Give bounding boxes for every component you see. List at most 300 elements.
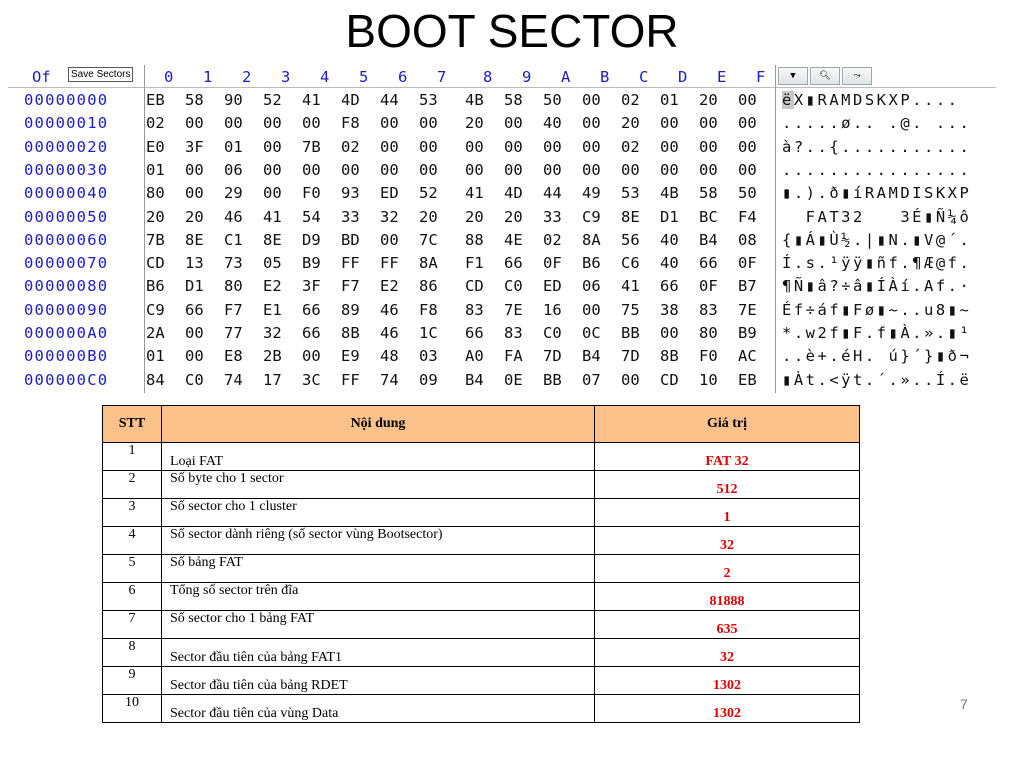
hex-row[interactable]: [8, 347, 996, 370]
hex-row[interactable]: [8, 301, 996, 324]
row-offset: 00000060: [24, 230, 109, 249]
hex-byte[interactable]: 06: [582, 277, 601, 296]
hex-byte[interactable]: 58: [504, 91, 523, 109]
hex-byte[interactable]: 00: [699, 160, 718, 179]
hex-byte[interactable]: 8E: [263, 230, 282, 249]
row-stt: 1: [103, 443, 162, 471]
hex-byte[interactable]: 32: [380, 207, 399, 226]
hex-byte[interactable]: 46: [380, 300, 399, 319]
hex-byte[interactable]: 4B: [660, 184, 679, 203]
hex-byte[interactable]: 00: [185, 347, 204, 366]
row-offset: 000000A0: [24, 324, 109, 342]
hex-byte[interactable]: BB: [543, 370, 562, 389]
hex-byte[interactable]: C0: [185, 370, 204, 389]
hex-byte[interactable]: 2B: [263, 347, 282, 366]
row-content: Số byte cho 1 sector: [162, 471, 595, 499]
hex-byte[interactable]: 7D: [543, 347, 562, 366]
hex-byte[interactable]: 4D: [504, 184, 523, 203]
hex-row[interactable]: [8, 324, 996, 347]
hex-byte[interactable]: 80: [699, 324, 718, 342]
column-header-F: F: [756, 68, 766, 86]
goto-icon[interactable]: ⤳: [842, 67, 872, 85]
hex-byte[interactable]: 08: [738, 230, 757, 249]
row-value: 512: [595, 471, 860, 499]
row-offset: 00000070: [24, 254, 109, 273]
hex-byte[interactable]: 7E: [738, 300, 757, 319]
hex-byte[interactable]: 77: [224, 324, 243, 342]
hex-byte[interactable]: 00: [543, 160, 562, 179]
hex-byte[interactable]: 56: [621, 230, 640, 249]
hex-editor-panel: [8, 65, 996, 393]
hex-byte[interactable]: FF: [341, 370, 360, 389]
hex-byte[interactable]: 01: [660, 91, 679, 109]
hex-byte[interactable]: 0C: [582, 324, 601, 342]
hex-byte[interactable]: 7B: [146, 230, 165, 249]
hex-byte[interactable]: E2: [380, 277, 399, 296]
hex-byte[interactable]: 66: [302, 300, 321, 319]
header-value: Giá trị: [595, 406, 860, 443]
hex-byte[interactable]: AC: [738, 347, 757, 366]
hex-byte[interactable]: F8: [419, 300, 438, 319]
hex-byte[interactable]: EB: [738, 370, 757, 389]
hex-byte[interactable]: 0E: [504, 370, 523, 389]
row-offset: 00000090: [24, 300, 109, 319]
hex-byte[interactable]: 02: [146, 114, 165, 133]
hex-byte[interactable]: 00: [660, 160, 679, 179]
row-stt: 9: [103, 667, 162, 695]
hex-byte[interactable]: C1: [224, 230, 243, 249]
hex-byte[interactable]: 80: [224, 277, 243, 296]
hex-byte[interactable]: 00: [738, 91, 757, 109]
hex-header: [8, 65, 996, 87]
hex-byte[interactable]: 4D: [341, 91, 360, 109]
hex-byte[interactable]: 00: [543, 137, 562, 156]
header-stt: STT: [103, 406, 162, 443]
ascii-text[interactable]: à?..{...........: [782, 137, 972, 156]
hex-byte[interactable]: 10: [699, 370, 718, 389]
hex-byte[interactable]: 40: [660, 254, 679, 273]
row-stt: 6: [103, 583, 162, 611]
hex-byte[interactable]: 0F: [543, 254, 562, 273]
hex-byte[interactable]: 00: [621, 160, 640, 179]
hex-byte[interactable]: 86: [419, 277, 438, 296]
page-number: 7: [960, 696, 968, 712]
hex-byte[interactable]: 46: [224, 207, 243, 226]
hex-byte[interactable]: 00: [699, 137, 718, 156]
row-offset: 00000000: [24, 91, 109, 109]
hex-byte[interactable]: B6: [146, 277, 165, 296]
hex-byte[interactable]: B9: [738, 324, 757, 342]
table-row: [103, 555, 860, 583]
row-content: Số sector dành riêng (số sector vùng Bootsector): [162, 527, 595, 555]
hex-row[interactable]: [8, 231, 996, 254]
hex-byte[interactable]: 00: [504, 160, 523, 179]
hex-byte[interactable]: 00: [582, 137, 601, 156]
hex-byte[interactable]: 00: [185, 324, 204, 342]
hex-byte[interactable]: CD: [146, 254, 165, 273]
hex-byte[interactable]: 93: [341, 184, 360, 203]
hex-byte[interactable]: 66: [699, 254, 718, 273]
hex-toolbar: [778, 67, 872, 85]
hex-byte[interactable]: 00: [185, 160, 204, 179]
hex-byte[interactable]: 00: [341, 160, 360, 179]
hex-byte[interactable]: A0: [465, 347, 484, 366]
hex-byte[interactable]: 83: [504, 324, 523, 342]
hex-byte[interactable]: 07: [582, 370, 601, 389]
hex-byte[interactable]: 41: [621, 277, 640, 296]
hex-byte[interactable]: 46: [380, 324, 399, 342]
hex-byte[interactable]: ED: [543, 277, 562, 296]
column-header-B: B: [600, 68, 610, 86]
hex-byte[interactable]: 3C: [302, 370, 321, 389]
hex-byte[interactable]: 00: [660, 114, 679, 133]
row-value: 1: [595, 499, 860, 527]
hex-byte[interactable]: F1: [465, 254, 484, 273]
hex-row[interactable]: [8, 138, 996, 161]
ascii-text[interactable]: ▮Àt.<ÿt.´.»..Í.ë: [782, 370, 972, 389]
hex-byte[interactable]: 00: [660, 324, 679, 342]
hex-byte[interactable]: 01: [224, 137, 243, 156]
column-header-E: E: [717, 68, 727, 86]
row-offset: 000000B0: [24, 347, 109, 366]
table-row: [103, 611, 860, 639]
row-content: Tổng số sector trên đĩa: [162, 583, 595, 611]
row-stt: 8: [103, 639, 162, 667]
hex-byte[interactable]: BB: [621, 324, 640, 342]
ascii-text[interactable]: ▮.).ð▮íRAMDISKXP: [782, 184, 972, 203]
hex-byte[interactable]: 00: [504, 137, 523, 156]
hex-byte[interactable]: 7B: [302, 137, 321, 156]
hex-byte[interactable]: 02: [543, 230, 562, 249]
hex-byte[interactable]: E0: [146, 137, 165, 156]
hex-byte[interactable]: 02: [621, 137, 640, 156]
hex-byte[interactable]: F7: [341, 277, 360, 296]
row-value: 1302: [595, 667, 860, 695]
row-content: Loại FAT: [162, 443, 595, 471]
hex-byte[interactable]: 41: [263, 207, 282, 226]
row-offset: 00000030: [24, 160, 109, 179]
hex-byte[interactable]: 7E: [504, 300, 523, 319]
hex-byte[interactable]: 7C: [419, 230, 438, 249]
ascii-text[interactable]: FAT32 3É▮Ñ¼ô: [782, 207, 972, 226]
hex-byte[interactable]: 49: [582, 184, 601, 203]
hex-byte[interactable]: 00: [185, 184, 204, 203]
hex-byte[interactable]: F0: [699, 347, 718, 366]
hex-byte[interactable]: C0: [504, 277, 523, 296]
hex-byte[interactable]: C6: [621, 254, 640, 273]
row-offset: 00000080: [24, 277, 109, 296]
hex-byte[interactable]: E2: [263, 277, 282, 296]
hex-byte[interactable]: 01: [146, 347, 165, 366]
hex-byte[interactable]: B4: [699, 230, 718, 249]
hex-byte[interactable]: 4E: [504, 230, 523, 249]
hex-byte[interactable]: 66: [465, 324, 484, 342]
column-header-3: 3: [281, 68, 291, 86]
hex-byte[interactable]: 20: [146, 207, 165, 226]
hex-byte[interactable]: 02: [341, 137, 360, 156]
table-row: [103, 639, 860, 667]
hex-row[interactable]: [8, 91, 996, 114]
hex-byte[interactable]: 74: [380, 370, 399, 389]
hex-byte[interactable]: 00: [465, 137, 484, 156]
hex-byte[interactable]: ED: [380, 184, 399, 203]
row-value: 32: [595, 639, 860, 667]
hex-byte[interactable]: CD: [660, 370, 679, 389]
row-content: Sector đầu tiên của bảng FAT1: [162, 639, 595, 667]
hex-byte[interactable]: 00: [302, 347, 321, 366]
hex-byte[interactable]: 8A: [419, 254, 438, 273]
row-value: 32: [595, 527, 860, 555]
ascii-text[interactable]: ..è+.éH. ú}´}▮ð¬: [782, 347, 972, 366]
hex-byte[interactable]: 40: [543, 114, 562, 133]
hex-byte[interactable]: 38: [660, 300, 679, 319]
hex-byte[interactable]: F7: [224, 300, 243, 319]
hex-byte[interactable]: 29: [224, 184, 243, 203]
hex-byte[interactable]: 8B: [660, 347, 679, 366]
ascii-text[interactable]: ................: [782, 160, 972, 179]
hex-byte[interactable]: E8: [224, 347, 243, 366]
hex-byte[interactable]: 84: [146, 370, 165, 389]
hex-row[interactable]: [8, 184, 996, 207]
hex-byte[interactable]: FF: [380, 254, 399, 273]
hex-byte[interactable]: 00: [419, 114, 438, 133]
hex-byte[interactable]: 44: [543, 184, 562, 203]
dropdown-icon[interactable]: ▼: [778, 67, 808, 85]
hex-byte[interactable]: F8: [341, 114, 360, 133]
hex-byte[interactable]: 06: [224, 160, 243, 179]
row-value: 2: [595, 555, 860, 583]
hex-byte[interactable]: D1: [185, 277, 204, 296]
hex-row[interactable]: [8, 161, 996, 184]
column-header-0: 0: [164, 68, 174, 86]
hex-byte[interactable]: 00: [738, 160, 757, 179]
hex-byte[interactable]: E9: [341, 347, 360, 366]
hex-byte[interactable]: B7: [738, 277, 757, 296]
hex-row[interactable]: [8, 254, 996, 277]
hex-byte[interactable]: 00: [582, 114, 601, 133]
hex-row[interactable]: [8, 371, 996, 393]
hex-byte[interactable]: 00: [302, 160, 321, 179]
hex-byte[interactable]: 00: [263, 184, 282, 203]
ascii-text[interactable]: Í.s.¹ÿÿ▮ñf.¶Æ@f.: [782, 254, 972, 273]
hex-byte[interactable]: 1C: [419, 324, 438, 342]
hex-byte[interactable]: 00: [465, 160, 484, 179]
hex-byte[interactable]: 20: [185, 207, 204, 226]
slide-title: BOOT SECTOR: [345, 5, 679, 57]
offset-column-header: Of: [32, 68, 51, 86]
row-stt: 2: [103, 471, 162, 499]
hex-byte[interactable]: E1: [263, 300, 282, 319]
hex-byte[interactable]: 53: [419, 91, 438, 109]
hex-byte[interactable]: D1: [660, 207, 679, 226]
hex-byte[interactable]: 00: [582, 300, 601, 319]
row-content: Số sector cho 1 cluster: [162, 499, 595, 527]
hex-byte[interactable]: F4: [738, 207, 757, 226]
hex-byte[interactable]: 20: [504, 207, 523, 226]
column-header-1: 1: [203, 68, 213, 86]
hex-byte[interactable]: 0F: [699, 277, 718, 296]
search-icon[interactable]: 🔍︎: [810, 67, 840, 85]
hex-byte[interactable]: 3F: [185, 137, 204, 156]
hex-byte[interactable]: 00: [582, 91, 601, 109]
hex-byte[interactable]: 00: [504, 114, 523, 133]
hex-byte[interactable]: 00: [263, 114, 282, 133]
ascii-text[interactable]: Éf÷áf▮Fø▮~..u8▮~: [782, 300, 972, 319]
hex-byte[interactable]: 20: [419, 207, 438, 226]
hex-byte[interactable]: 20: [465, 114, 484, 133]
hex-byte[interactable]: 74: [224, 370, 243, 389]
hex-byte[interactable]: 00: [699, 114, 718, 133]
hex-byte[interactable]: 41: [465, 184, 484, 203]
column-header-2: 2: [242, 68, 252, 86]
header-divider: [8, 87, 996, 88]
row-content: Sector đầu tiên của bảng RDET: [162, 667, 595, 695]
row-stt: 3: [103, 499, 162, 527]
hex-byte[interactable]: 80: [146, 184, 165, 203]
header-content: Nội dung: [162, 406, 595, 443]
hex-byte[interactable]: 33: [341, 207, 360, 226]
hex-byte[interactable]: 50: [738, 184, 757, 203]
hex-byte[interactable]: 00: [738, 137, 757, 156]
hex-byte[interactable]: 09: [419, 370, 438, 389]
table-header-row: [103, 406, 860, 443]
column-header-9: 9: [522, 68, 532, 86]
hex-byte[interactable]: 00: [621, 370, 640, 389]
hex-row[interactable]: [8, 114, 996, 137]
hex-byte[interactable]: B4: [465, 370, 484, 389]
hex-byte[interactable]: F0: [302, 184, 321, 203]
hex-byte[interactable]: 89: [341, 300, 360, 319]
row-offset: 00000010: [24, 114, 109, 133]
hex-byte[interactable]: 13: [185, 254, 204, 273]
hex-byte[interactable]: 54: [302, 207, 321, 226]
hex-byte[interactable]: 00: [224, 114, 243, 133]
hex-byte[interactable]: 90: [224, 91, 243, 109]
hex-byte[interactable]: 58: [185, 91, 204, 109]
hex-byte[interactable]: 16: [543, 300, 562, 319]
hex-byte[interactable]: 83: [465, 300, 484, 319]
column-header-D: D: [678, 68, 688, 86]
save-sectors-tooltip: Save Sectors: [68, 67, 133, 82]
hex-byte[interactable]: 3F: [302, 277, 321, 296]
hex-byte[interactable]: 00: [582, 160, 601, 179]
hex-byte[interactable]: FF: [341, 254, 360, 273]
hex-byte[interactable]: 00: [380, 230, 399, 249]
hex-byte[interactable]: 41: [302, 91, 321, 109]
hex-byte[interactable]: 66: [660, 277, 679, 296]
hex-byte[interactable]: 0F: [738, 254, 757, 273]
column-header-C: C: [639, 68, 649, 86]
hex-byte[interactable]: 00: [660, 137, 679, 156]
hex-byte[interactable]: 00: [419, 137, 438, 156]
hex-byte[interactable]: 52: [419, 184, 438, 203]
hex-byte[interactable]: 58: [699, 184, 718, 203]
hex-byte[interactable]: 00: [380, 160, 399, 179]
hex-byte[interactable]: 52: [263, 91, 282, 109]
hex-byte[interactable]: 8A: [582, 230, 601, 249]
hex-byte[interactable]: 4B: [465, 91, 484, 109]
hex-byte[interactable]: 66: [302, 324, 321, 342]
hex-byte[interactable]: 8E: [185, 230, 204, 249]
hex-byte[interactable]: C9: [582, 207, 601, 226]
hex-byte[interactable]: 17: [263, 370, 282, 389]
hex-byte[interactable]: 66: [504, 254, 523, 273]
hex-byte[interactable]: 8E: [621, 207, 640, 226]
hex-byte[interactable]: 00: [263, 160, 282, 179]
hex-byte[interactable]: B9: [302, 254, 321, 273]
hex-byte[interactable]: BD: [341, 230, 360, 249]
hex-byte[interactable]: C9: [146, 300, 165, 319]
hex-byte[interactable]: 00: [380, 114, 399, 133]
hex-byte[interactable]: B6: [582, 254, 601, 273]
hex-byte[interactable]: 83: [699, 300, 718, 319]
hex-byte[interactable]: D9: [302, 230, 321, 249]
hex-byte[interactable]: BC: [699, 207, 718, 226]
hex-byte[interactable]: 20: [621, 114, 640, 133]
hex-byte[interactable]: 00: [419, 160, 438, 179]
ascii-text[interactable]: {▮Á▮Ù½.|▮N.▮V@´.: [782, 230, 972, 249]
ascii-text[interactable]: ëX▮RAMDSKXP....: [782, 91, 972, 109]
ascii-text[interactable]: .....ø.. .@. ...: [782, 114, 972, 133]
hex-byte[interactable]: 20: [699, 91, 718, 109]
hex-byte[interactable]: 8B: [341, 324, 360, 342]
hex-byte[interactable]: 53: [621, 184, 640, 203]
hex-byte[interactable]: 05: [263, 254, 282, 273]
hex-byte[interactable]: C0: [543, 324, 562, 342]
row-value: 81888: [595, 583, 860, 611]
column-header-5: 5: [359, 68, 369, 86]
hex-byte[interactable]: 01: [146, 160, 165, 179]
hex-row[interactable]: [8, 208, 996, 231]
hex-row[interactable]: [8, 277, 996, 300]
hex-byte[interactable]: 88: [465, 230, 484, 249]
hex-byte[interactable]: EB: [146, 91, 165, 109]
ascii-text[interactable]: *.w2f▮F.f▮À.».▮¹: [782, 324, 972, 342]
row-content: Sector đầu tiên của vùng Data: [162, 695, 595, 723]
table-row: [103, 583, 860, 611]
hex-byte[interactable]: 73: [224, 254, 243, 273]
row-value: 1302: [595, 695, 860, 723]
hex-byte[interactable]: 44: [380, 91, 399, 109]
column-header-6: 6: [398, 68, 408, 86]
hex-byte[interactable]: 7D: [621, 347, 640, 366]
hex-byte[interactable]: 66: [185, 300, 204, 319]
hex-byte[interactable]: 03: [419, 347, 438, 366]
hex-byte[interactable]: 2A: [146, 324, 165, 342]
hex-byte[interactable]: CD: [465, 277, 484, 296]
hex-byte[interactable]: 00: [380, 137, 399, 156]
table-row: [103, 695, 860, 723]
table-row: [103, 527, 860, 555]
hex-byte[interactable]: 33: [543, 207, 562, 226]
hex-byte[interactable]: 32: [263, 324, 282, 342]
column-header-A: A: [561, 68, 571, 86]
hex-byte[interactable]: 20: [465, 207, 484, 226]
hex-byte[interactable]: 75: [621, 300, 640, 319]
hex-byte[interactable]: 40: [660, 230, 679, 249]
hex-byte[interactable]: FA: [504, 347, 523, 366]
hex-byte[interactable]: 00: [263, 137, 282, 156]
hex-byte[interactable]: 50: [543, 91, 562, 109]
hex-byte[interactable]: 00: [738, 114, 757, 133]
hex-byte[interactable]: 00: [302, 114, 321, 133]
hex-byte[interactable]: 02: [621, 91, 640, 109]
hex-byte[interactable]: 00: [185, 114, 204, 133]
row-value: FAT 32: [595, 443, 860, 471]
hex-byte[interactable]: B4: [582, 347, 601, 366]
ascii-text[interactable]: ¶Ñ▮â?÷â▮ÍÀí.Af.·: [782, 277, 972, 296]
hex-byte[interactable]: 48: [380, 347, 399, 366]
